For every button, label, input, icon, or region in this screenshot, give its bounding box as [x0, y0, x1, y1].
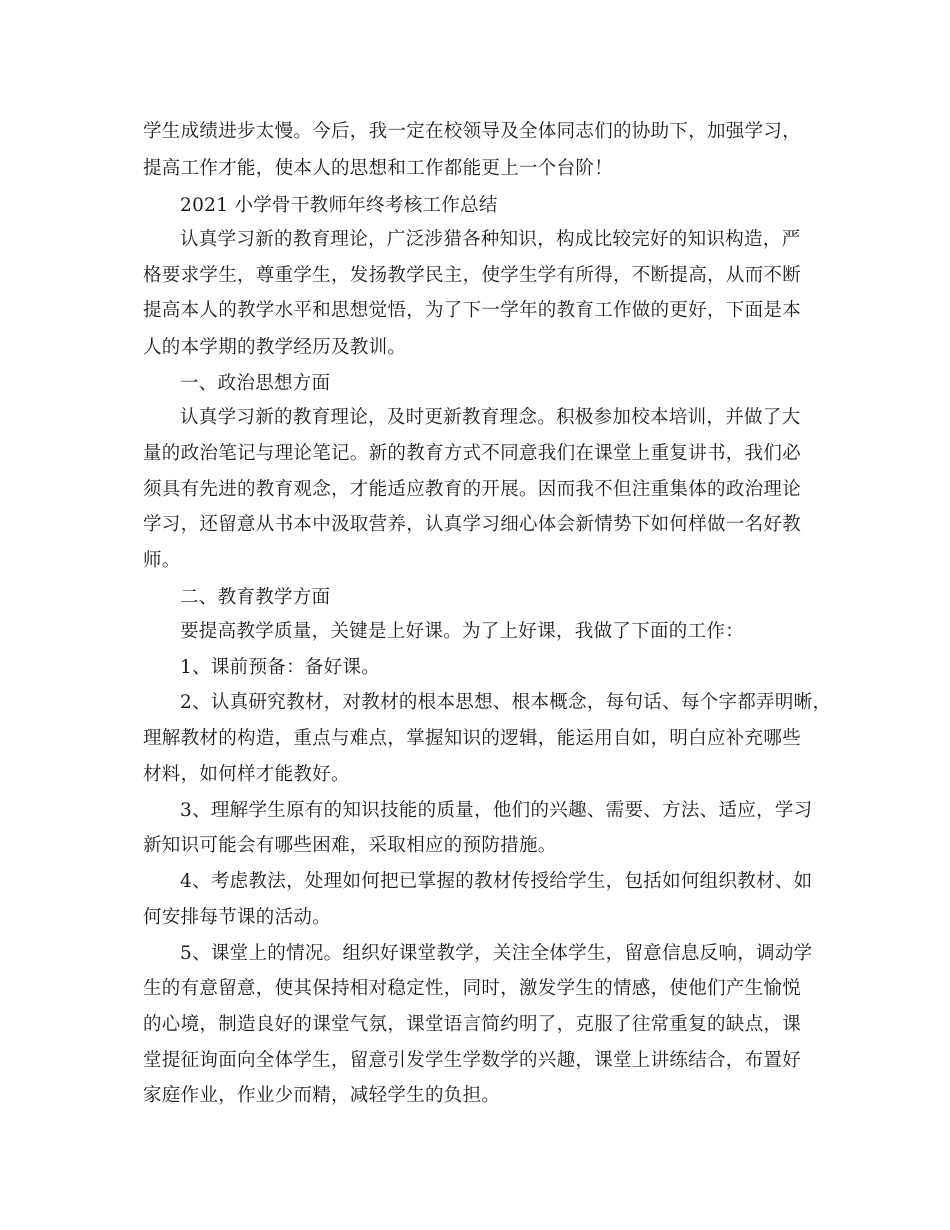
paragraph-line: 理解教材的构造，重点与难点，掌握知识的逻辑，能运用自如，明白应补充哪些 — [143, 728, 802, 749]
paragraph-line: 学习，还留意从书本中汲取营养，认真学习细心体会新情势下如何样做一名好教 — [143, 514, 802, 535]
paragraph-line: 格要求学生，尊重学生，发扬教学民主，使学生学有所得，不断提高，从而不断 — [143, 265, 802, 286]
list-item: 3、理解学生原有的知识技能的质量，他们的兴趣、需要、方法、适应，学习 — [180, 800, 813, 821]
paragraph-line: 新知识可能会有哪些困难，采取相应的预防措施。 — [143, 835, 557, 856]
paragraph-line: 认真学习新的教育理论，及时更新教育理念。积极参加校本培训，并做了大 — [180, 407, 801, 428]
paragraph-line: 量的政治笔记与理论笔记。新的教育方式不同意我们在课堂上重复讲书，我们必 — [143, 443, 802, 464]
list-item: 4、考虑教法，处理如何把已掌握的教材传授给学生，包括如何组织教材、如 — [180, 871, 813, 892]
section-heading: 一、政治思想方面 — [180, 373, 331, 394]
paragraph-line: 学生成绩进步太慢。今后，我一定在校领导及全体同志们的协助下，加强学习， — [143, 121, 802, 142]
paragraph-line: 师。 — [143, 550, 181, 571]
paragraph-line: 须具有先进的教育观念，才能适应教育的开展。因而我不但注重集体的政治理论 — [143, 479, 802, 500]
section-heading: 二、教育教学方面 — [180, 587, 331, 608]
paragraph-line: 要提高教学质量，关键是上好课。为了上好课，我做了下面的工作： — [180, 621, 745, 642]
paragraph-line: 人的本学期的教学经历及教训。 — [143, 337, 407, 358]
paragraph-line: 提高工作才能，使本人的思想和工作都能更上一个台阶！ — [143, 158, 614, 179]
paragraph-line: 何安排每节课的活动。 — [143, 907, 332, 928]
paragraph-line: 堂提征询面向全体学生，留意引发学生学数学的兴趣，课堂上讲练结合，布置好 — [143, 1050, 802, 1071]
paragraph-line: 提高本人的教学水平和思想觉悟，为了下一学年的教育工作做的更好，下面是本 — [143, 300, 802, 321]
section-title: 2021 小学骨干教师年终考核工作总结 — [180, 195, 498, 216]
paragraph-line: 材料，如何样才能教好。 — [143, 764, 350, 785]
list-item: 1、课前预备：备好课。 — [180, 657, 381, 678]
paragraph-line: 认真学习新的教育理论，广泛涉猎各种知识，构成比较完好的知识构造，严 — [180, 229, 801, 250]
paragraph-line: 家庭作业，作业少而精，减轻学生的负担。 — [143, 1085, 501, 1106]
list-item: 5、课堂上的情况。组织好课堂教学，关注全体学生，留意信息反响，调动学 — [180, 943, 813, 964]
list-item: 2、认真研究教材，对教材的根本思想、根本概念，每句话、每个字都弄明晰， — [180, 692, 832, 713]
paragraph-line: 生的有意留意，使其保持相对稳定性，同时，激发学生的情感，使他们产生愉悦 — [143, 978, 802, 999]
paragraph-line: 的心境，制造良好的课堂气氛，课堂语言简约明了，克服了往常重复的缺点，课 — [143, 1014, 802, 1035]
